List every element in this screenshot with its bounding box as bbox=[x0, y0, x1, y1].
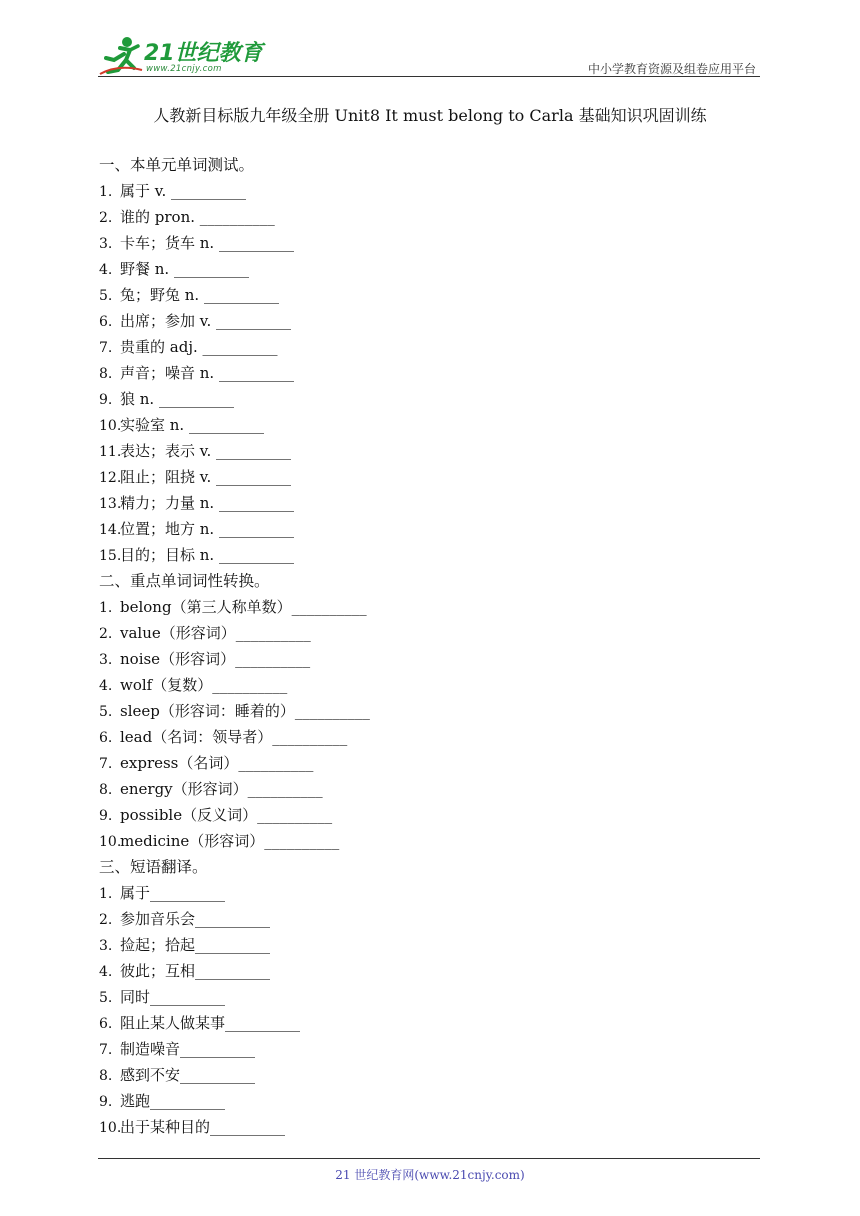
exercise-item bbox=[99, 776, 759, 802]
item-text: 逃跑__________ bbox=[120, 1092, 226, 1110]
exercise-item bbox=[99, 542, 759, 568]
exercise-item bbox=[99, 750, 759, 776]
exercise-item bbox=[99, 1088, 759, 1114]
item-number: 9. bbox=[99, 808, 113, 824]
exercise-item bbox=[99, 594, 759, 620]
item-text: 目的；目标 n. __________ bbox=[120, 546, 294, 564]
exercise-item bbox=[99, 516, 759, 542]
item-text: 彼此；互相__________ bbox=[120, 962, 271, 980]
item-text: sleep（形容词：睡着的）__________ bbox=[120, 702, 370, 720]
section-heading: 二、重点单词词性转换。 bbox=[99, 572, 270, 590]
item-number: 4. bbox=[99, 964, 113, 980]
item-number: 15. bbox=[99, 548, 122, 564]
logo-url: www.21cnjy.com bbox=[146, 64, 222, 74]
item-number: 1. bbox=[99, 184, 113, 200]
section-heading: 一、本单元单词测试。 bbox=[99, 156, 255, 174]
item-text: 位置；地方 n. __________ bbox=[120, 520, 294, 538]
item-number: 9. bbox=[99, 392, 113, 408]
footer-divider bbox=[98, 1158, 760, 1159]
item-text: 出于某种目的__________ bbox=[120, 1118, 286, 1136]
item-text: noise（形容词）__________ bbox=[120, 650, 311, 668]
item-text: 贵重的 adj. __________ bbox=[120, 338, 278, 356]
item-number: 5. bbox=[99, 990, 113, 1006]
exercise-item bbox=[99, 698, 759, 724]
page-title: 人教新目标版九年级全册 Unit8 It must belong to Carla 基础知识巩固训练 bbox=[153, 106, 707, 125]
item-number: 6. bbox=[99, 314, 113, 330]
item-text: possible（反义词）__________ bbox=[120, 806, 333, 824]
exercise-item bbox=[99, 802, 759, 828]
item-text: 属于__________ bbox=[120, 884, 226, 902]
item-number: 1. bbox=[99, 886, 113, 902]
item-number: 10. bbox=[99, 1120, 122, 1136]
exercise-content bbox=[99, 152, 759, 1140]
item-text: 实验室 n. __________ bbox=[120, 416, 264, 434]
item-number: 8. bbox=[99, 782, 113, 798]
item-number: 2. bbox=[99, 210, 113, 226]
item-number: 11. bbox=[99, 444, 122, 460]
item-number: 5. bbox=[99, 288, 113, 304]
exercise-item bbox=[99, 672, 759, 698]
item-number: 10. bbox=[99, 834, 122, 850]
exercise-item bbox=[99, 932, 759, 958]
item-number: 4. bbox=[99, 678, 113, 694]
section-heading: 三、短语翻译。 bbox=[99, 858, 208, 876]
item-number: 4. bbox=[99, 262, 113, 278]
item-text: 阻止某人做某事__________ bbox=[120, 1014, 301, 1032]
exercise-item bbox=[99, 958, 759, 984]
exercise-item bbox=[99, 724, 759, 750]
item-text: 兔；野兔 n. __________ bbox=[120, 286, 279, 304]
item-number: 5. bbox=[99, 704, 113, 720]
item-number: 7. bbox=[99, 1042, 113, 1058]
item-number: 7. bbox=[99, 340, 113, 356]
runner-logo-icon bbox=[98, 34, 144, 78]
exercise-item bbox=[99, 438, 759, 464]
item-text: 声音；噪音 n. __________ bbox=[120, 364, 294, 382]
exercise-item bbox=[99, 828, 759, 854]
exercise-item bbox=[99, 906, 759, 932]
exercise-item bbox=[99, 1062, 759, 1088]
exercise-item bbox=[99, 464, 759, 490]
item-number: 2. bbox=[99, 912, 113, 928]
item-text: energy（形容词）__________ bbox=[120, 780, 323, 798]
exercise-item bbox=[99, 256, 759, 282]
logo-text: 21世纪教育 bbox=[144, 41, 263, 66]
exercise-item bbox=[99, 412, 759, 438]
item-number: 8. bbox=[99, 366, 113, 382]
item-number: 3. bbox=[99, 938, 113, 954]
exercise-item bbox=[99, 204, 759, 230]
exercise-item bbox=[99, 490, 759, 516]
exercise-item bbox=[99, 646, 759, 672]
item-number: 3. bbox=[99, 236, 113, 252]
item-number: 6. bbox=[99, 1016, 113, 1032]
exercise-item bbox=[99, 178, 759, 204]
footer-text[interactable]: 21 世纪教育网(www.21cnjy.com) bbox=[335, 1168, 525, 1182]
item-text: 属于 v. __________ bbox=[120, 182, 246, 200]
exercise-item bbox=[99, 360, 759, 386]
item-text: 表达；表示 v. __________ bbox=[120, 442, 291, 460]
item-number: 2. bbox=[99, 626, 113, 642]
item-number: 10. bbox=[99, 418, 122, 434]
item-text: 精力；力量 n. __________ bbox=[120, 494, 294, 512]
header-divider bbox=[98, 76, 760, 77]
item-text: 参加音乐会__________ bbox=[120, 910, 271, 928]
item-number: 6. bbox=[99, 730, 113, 746]
item-text: belong（第三人称单数）__________ bbox=[120, 598, 367, 616]
site-logo bbox=[98, 34, 268, 78]
exercise-item bbox=[99, 1010, 759, 1036]
item-number: 14. bbox=[99, 522, 122, 538]
exercise-item bbox=[99, 282, 759, 308]
exercise-item bbox=[99, 230, 759, 256]
item-number: 9. bbox=[99, 1094, 113, 1110]
item-text: wolf（复数）__________ bbox=[120, 676, 288, 694]
item-text: value（形容词）__________ bbox=[120, 624, 311, 642]
item-text: 出席；参加 v. __________ bbox=[120, 312, 291, 330]
item-text: 谁的 pron. __________ bbox=[120, 208, 275, 226]
page-header bbox=[98, 30, 760, 76]
item-text: 狼 n. __________ bbox=[120, 390, 234, 408]
item-text: 野餐 n. __________ bbox=[120, 260, 249, 278]
item-text: medicine（形容词）__________ bbox=[120, 832, 340, 850]
item-text: 制造噪音__________ bbox=[120, 1040, 256, 1058]
item-number: 12. bbox=[99, 470, 122, 486]
item-text: 卡车；货车 n. __________ bbox=[120, 234, 294, 252]
item-number: 13. bbox=[99, 496, 122, 512]
exercise-item bbox=[99, 386, 759, 412]
item-text: 捡起；拾起__________ bbox=[120, 936, 271, 954]
item-text: 阻止；阻挠 v. __________ bbox=[120, 468, 291, 486]
exercise-item bbox=[99, 1036, 759, 1062]
exercise-item bbox=[99, 308, 759, 334]
exercise-item bbox=[99, 620, 759, 646]
item-text: 同时__________ bbox=[120, 988, 226, 1006]
exercise-item bbox=[99, 334, 759, 360]
item-text: lead（名词：领导者）__________ bbox=[120, 728, 348, 746]
item-number: 7. bbox=[99, 756, 113, 772]
exercise-item bbox=[99, 880, 759, 906]
header-platform-text: 中小学教育资源及组卷应用平台 bbox=[587, 62, 756, 76]
exercise-item bbox=[99, 984, 759, 1010]
exercise-item bbox=[99, 1114, 759, 1140]
item-number: 8. bbox=[99, 1068, 113, 1084]
item-text: 感到不安__________ bbox=[120, 1066, 256, 1084]
item-text: express（名词）__________ bbox=[120, 754, 314, 772]
item-number: 1. bbox=[99, 600, 113, 616]
item-number: 3. bbox=[99, 652, 113, 668]
